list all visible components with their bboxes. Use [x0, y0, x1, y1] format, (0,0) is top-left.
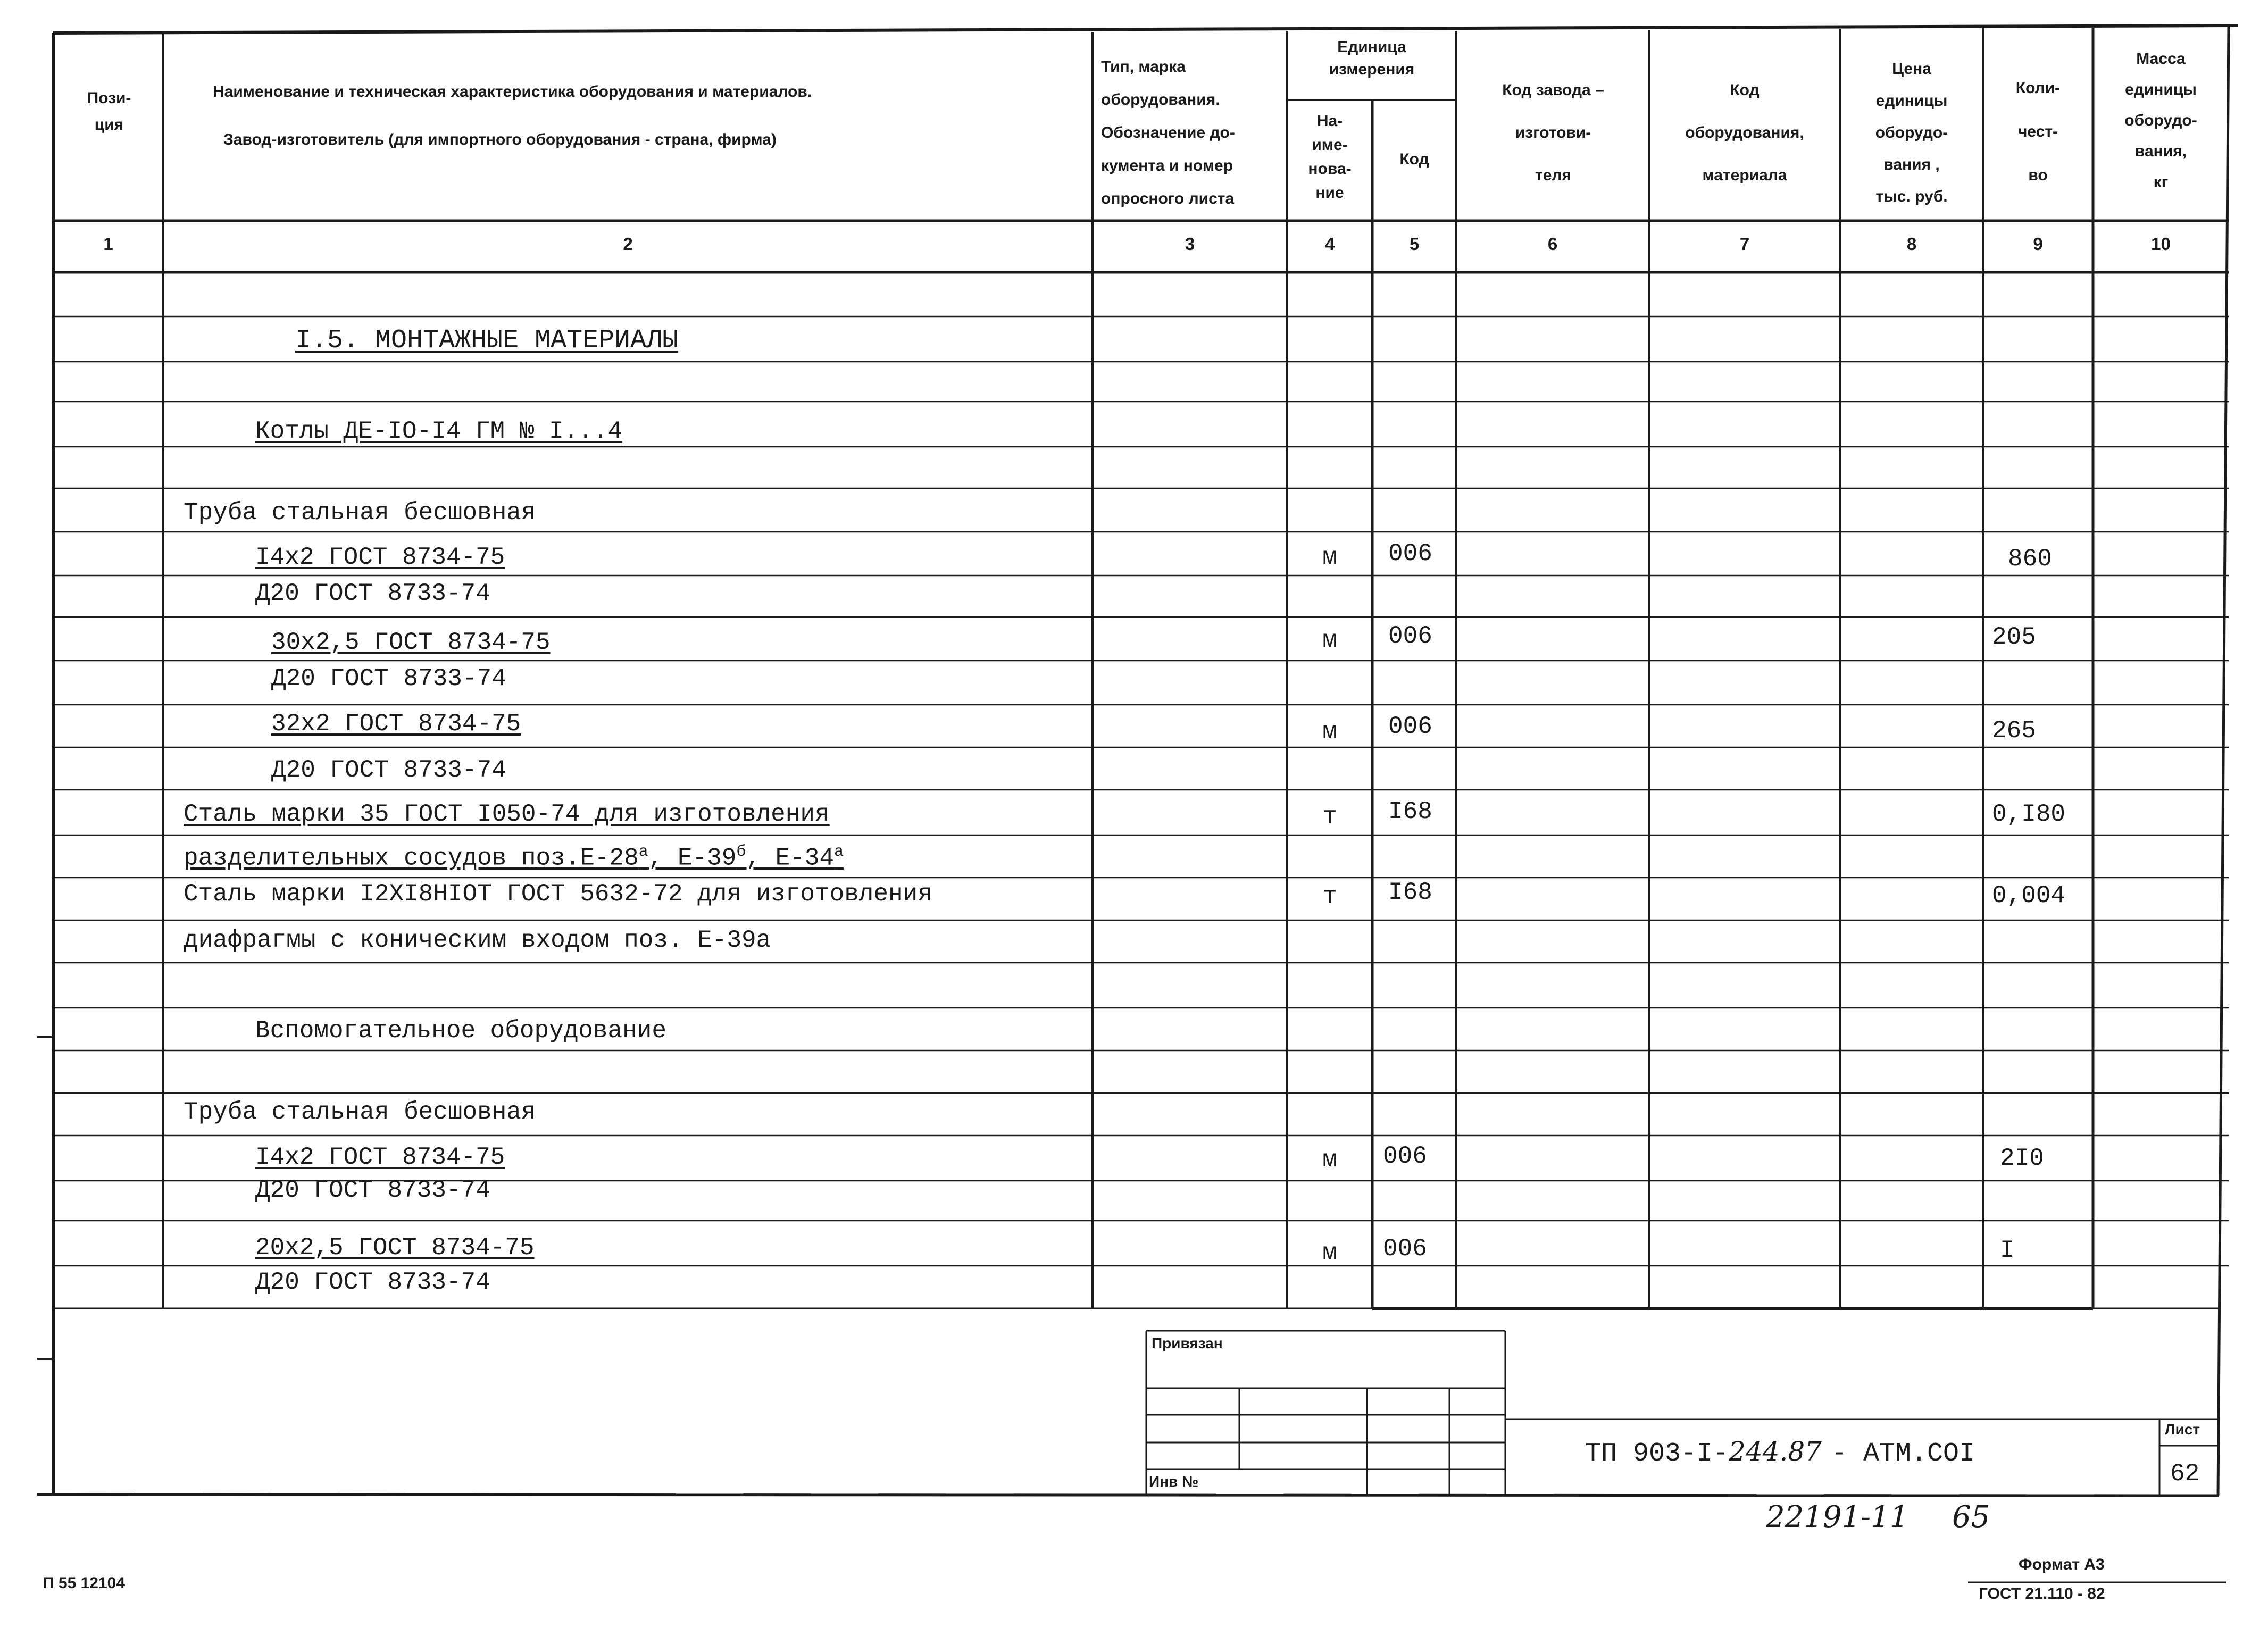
boilers-subtitle: Котлы ДЕ-IO-I4 ГМ № I...4 — [255, 418, 623, 445]
pipe-spec: I4x2 ГОСТ 8734-75 — [255, 1144, 505, 1171]
document-handwritten: 244.87 — [1729, 1436, 1822, 1467]
pipe-spec: I4x2 ГОСТ 8734-75 — [255, 544, 505, 571]
unit-cell: м — [1322, 627, 1337, 654]
unit-cell: м — [1322, 718, 1337, 746]
gost-label: ГОСТ 21.110 - 82 — [1979, 1585, 2105, 1603]
unit-cell: м — [1322, 1239, 1337, 1267]
column-number: 5 — [1409, 234, 1420, 254]
column-number: 1 — [103, 234, 113, 254]
auxiliary-subtitle: Вспомогательное оборудование — [255, 1017, 666, 1045]
code-cell: 006 — [1383, 1142, 1427, 1170]
pipe-material: Д20 ГОСТ 8733-74 — [271, 756, 506, 784]
code-cell: 006 — [1383, 1235, 1427, 1263]
code-cell: 006 — [1388, 713, 1432, 740]
section-title: I.5. МОНТАЖНЫЕ МАТЕРИАЛЫ — [295, 326, 679, 356]
header-quantity: Коли- чест- во — [2015, 79, 2061, 184]
code-cell: I68 — [1388, 798, 1432, 825]
quantity-cell: 0,004 — [1992, 882, 2066, 910]
column-number: 7 — [1739, 234, 1750, 254]
column-number: 6 — [1547, 234, 1558, 254]
format-label: Формат А3 — [2019, 1556, 2105, 1573]
column-number: 2 — [623, 234, 633, 254]
quantity-cell: 860 — [2008, 545, 2052, 573]
steel-35-line2: разделительных сосудов поз.Е-28 — [184, 844, 639, 872]
quantity-cell: 205 — [1992, 623, 2036, 651]
pipe-spec: 30x2,5 ГОСТ 8734-75 — [271, 629, 551, 656]
pipe-heading: Труба стальная бесшовная — [184, 499, 536, 527]
pipe-material: Д20 ГОСТ 8733-74 — [255, 580, 490, 607]
header-position: Пози- ция — [87, 89, 131, 134]
handwritten-number: 22191-11 — [1766, 1500, 1909, 1534]
document-suffix: - АТМ.СОI — [1831, 1439, 1975, 1469]
sheet-number: 62 — [2170, 1460, 2200, 1488]
code-cell: I68 — [1388, 879, 1432, 906]
unit-cell: м — [1322, 1146, 1337, 1174]
header-name-line2: Завод-изготовитель (для импортного оборудования - страна, фирма) — [223, 131, 777, 148]
superscript: а — [638, 843, 648, 861]
quantity-cell: I — [2000, 1237, 2015, 1264]
unit-cell: т — [1322, 883, 1337, 911]
steel-35-end: , Е-34 — [746, 844, 835, 872]
quantity-cell: 265 — [1992, 717, 2036, 745]
superscript: а — [834, 843, 844, 861]
header-unit-name: На- име- нова- ние — [1308, 112, 1352, 202]
header-unit-code: Код — [1399, 151, 1429, 168]
header-unit: Единица измерения — [1329, 38, 1415, 78]
pipe-heading: Труба стальная бесшовная — [184, 1098, 536, 1126]
inventory-label: Инв № — [1149, 1473, 1199, 1490]
header-factory-code: Код завода – изготови- теля — [1502, 81, 1604, 184]
column-number: 10 — [2151, 234, 2171, 254]
pipe-material: Д20 ГОСТ 8733-74 — [255, 1177, 490, 1204]
header-price: Цена единицы оборудо- вания , тыс. руб. — [1875, 60, 1948, 205]
document-code — [1585, 1436, 1975, 1469]
pipe-material: Д20 ГОСТ 8733-74 — [271, 665, 506, 692]
header-equipment-code: Код оборудования, материала — [1685, 81, 1804, 184]
code-cell: 006 — [1388, 540, 1432, 568]
code-cell: 006 — [1388, 622, 1432, 650]
unit-cell: м — [1322, 544, 1337, 571]
catalog-number: П 55 12104 — [43, 1574, 126, 1592]
pipe-material: Д20 ГОСТ 8733-74 — [255, 1269, 490, 1296]
steel-35-description-cont — [184, 843, 844, 872]
column-number: 8 — [1906, 234, 1917, 254]
handwritten-page: 65 — [1952, 1500, 1990, 1534]
steel-35-mid: , Е-39 — [648, 844, 737, 872]
bound-label: Привязан — [1152, 1335, 1223, 1351]
unit-cell: т — [1322, 803, 1337, 831]
document-prefix: ТП 903-I- — [1585, 1439, 1729, 1469]
steel-12x18-description-cont: диафрагмы с коническим входом поз. Е-39а — [184, 927, 771, 954]
header-name-line1: Наименование и техническая характеристика оборудования и материалов. — [213, 83, 812, 101]
pipe-spec: 32x2 ГОСТ 8734-75 — [271, 710, 521, 738]
column-number: 9 — [2033, 234, 2043, 254]
header-type: Тип, марка оборудования. Обозначение до- кумента и номер опросного листа — [1101, 58, 1235, 207]
superscript: б — [736, 843, 746, 861]
quantity-cell: 0,I80 — [1992, 800, 2066, 828]
steel-35-description: Сталь марки 35 ГОСТ I050-74 для изготовления — [184, 800, 830, 828]
quantity-cell: 2I0 — [2000, 1145, 2044, 1172]
steel-12x18-description: Сталь марки I2XI8HIOT ГОСТ 5632-72 для изготовления — [184, 880, 932, 908]
header-mass: Масса единицы оборудо- вания, кг — [2124, 50, 2197, 191]
column-number: 4 — [1324, 234, 1335, 254]
sheet-label: Лист — [2165, 1421, 2200, 1438]
pipe-spec: 20x2,5 ГОСТ 8734-75 — [255, 1234, 535, 1262]
column-number: 3 — [1185, 234, 1195, 254]
